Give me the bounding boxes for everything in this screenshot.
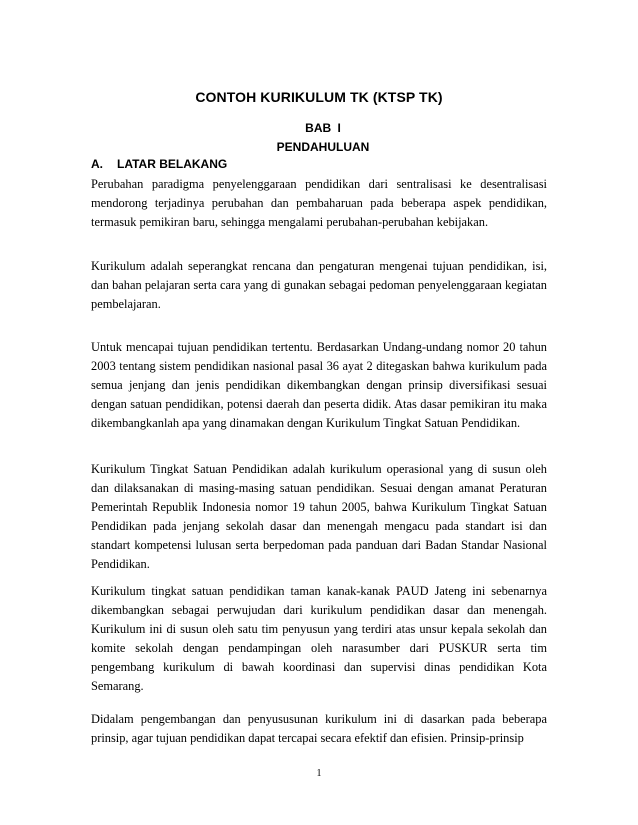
section-title: LATAR BELAKANG — [117, 157, 228, 171]
paragraph-6: Didalam pengembangan dan penyususunan kurikulum ini di dasarkan pada beberapa prinsip, agar tujuan pendidikan dapat tercapai secara efektif dan efisien. Prinsip-prinsip — [91, 712, 547, 745]
section-number: A. — [91, 157, 103, 171]
document-title: CONTOH KURIKULUM TK (KTSP TK) — [195, 89, 443, 105]
section-heading — [91, 157, 227, 171]
paragraph-5: Kurikulum tingkat satuan pendidikan taman kanak-kanak PAUD Jateng ini sebenarnya dikembangkan sebagai perwujudan dari kurikulum pendidikan dasar dan menengah. Kurikulum ini di susun oleh satu tim penyusun yang terdiri atas unsur kepala sekolah dan komite sekolah dengan pendampingan oleh narasumber dari PUSKUR serta tim pengembang kurikulum di bawah koordinasi dan supervisi dinas pendidikan Kota Semarang. — [91, 584, 547, 693]
page-number: 1 — [316, 768, 322, 779]
paragraph-1: Perubahan paradigma penyelenggaraan pendidikan dari sentralisasi ke desentralisasi mendorong terjadinya perubahan dan pembaharuan pada beberapa aspek pendidikan, termasuk pemikiran baru, sehingga mengalami perubahan-perubahan kebijakan. — [91, 177, 547, 229]
paragraph-4: Kurikulum Tingkat Satuan Pendidikan adalah kurikulum operasional yang di susun oleh dan dilaksanakan di masing-masing satuan pendidikan. Sesuai dengan amanat Peraturan Pemerintah Republik Indonesia nomor 19 tahun 2005, bahwa Kurikulum Tingkat Satuan Pendidikan pada jenjang sekolah dasar dan menengah mengacu pada standart isi dan standart kompetensi lulusan serta berpedoman pada panduan dari Badan Standar Nasional Pendidikan. — [91, 462, 547, 571]
paragraph-3: Untuk mencapai tujuan pendidikan tertentu. Berdasarkan Undang-undang nomor 20 tahun 2003 tentang sistem pendidikan nasional pasal 36 ayat 2 ditegaskan bahwa kurikulum pada semua jenjang dan jenis pendidikan dikembangkan dengan prinsip diversifikasi sesuai dengan satuan pendidikan, potensi daerah dan peserta didik. Atas dasar pemikiran itu maka dikembangkanlah apa yang dinamakan dengan Kurikulum Tingkat Satuan Pendidikan. — [91, 340, 547, 430]
chapter-number: BAB I — [305, 121, 341, 135]
paragraph-2: Kurikulum adalah seperangkat rencana dan pengaturan mengenai tujuan pendidikan, isi, dan bahan pelajaran serta cara yang di gunakan sebagai pedoman penyelenggaraan kegiatan pembelajaran. — [91, 259, 547, 311]
chapter-title: PENDAHULUAN — [276, 140, 370, 154]
